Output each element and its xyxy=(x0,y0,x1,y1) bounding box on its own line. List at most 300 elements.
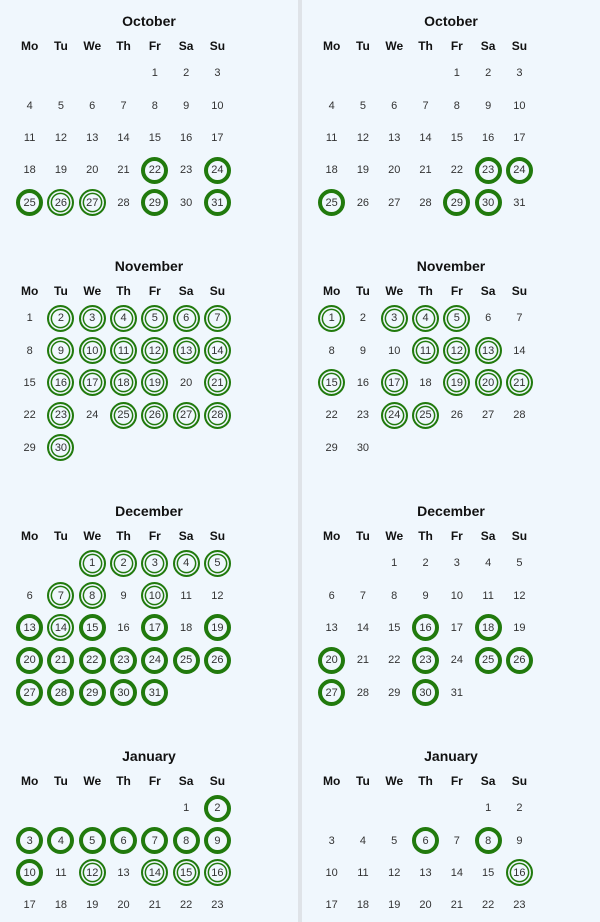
day-number-highlighted: 15 xyxy=(79,614,106,641)
day-cell[interactable] xyxy=(441,187,472,219)
day-cell[interactable] xyxy=(504,644,535,676)
day-cell[interactable] xyxy=(504,824,535,856)
day-cell[interactable] xyxy=(316,367,347,399)
day-cell[interactable] xyxy=(14,89,45,121)
day-cell[interactable] xyxy=(472,57,503,89)
day-cell[interactable] xyxy=(410,154,441,186)
day-cell[interactable] xyxy=(202,122,233,154)
day-cell[interactable] xyxy=(139,302,170,334)
day-cell[interactable] xyxy=(77,154,108,186)
day-cell[interactable] xyxy=(202,889,233,921)
day-cell[interactable] xyxy=(139,677,170,709)
day-number: 20 xyxy=(419,899,432,912)
day-cell[interactable] xyxy=(472,187,503,219)
day-cell[interactable] xyxy=(170,644,201,676)
day-cell[interactable] xyxy=(14,612,45,644)
day-cell[interactable] xyxy=(45,432,76,464)
day-cell[interactable] xyxy=(441,399,472,431)
day-number: 1 xyxy=(183,802,190,815)
day-number: 23 xyxy=(356,409,370,422)
day-cell[interactable] xyxy=(316,612,347,644)
day-cell[interactable] xyxy=(202,644,233,676)
day-number: 31 xyxy=(513,196,526,209)
day-cell[interactable] xyxy=(202,334,233,366)
day-cell[interactable] xyxy=(441,154,472,186)
day-cell[interactable] xyxy=(410,302,441,334)
day-number: 14 xyxy=(117,131,130,144)
day-cell[interactable] xyxy=(45,399,76,431)
day-number: 23 xyxy=(211,899,224,912)
day-cell[interactable] xyxy=(441,57,472,89)
day-cell[interactable] xyxy=(472,547,503,579)
day-cell[interactable] xyxy=(379,89,410,121)
day-number: 22 xyxy=(180,899,193,912)
day-cell[interactable] xyxy=(170,889,201,921)
day-cell[interactable] xyxy=(316,302,347,334)
day-cell[interactable] xyxy=(139,889,170,921)
weekday-label: Th xyxy=(116,284,131,298)
day-cell[interactable] xyxy=(14,154,45,186)
day-cell[interactable] xyxy=(504,547,535,579)
day-number-ringed: 4 xyxy=(412,305,439,332)
day-cell[interactable] xyxy=(108,399,139,431)
day-cell[interactable] xyxy=(108,644,139,676)
day-cell[interactable] xyxy=(170,334,201,366)
day-cell[interactable] xyxy=(441,367,472,399)
weekday-label: Mo xyxy=(20,39,39,53)
day-cell[interactable] xyxy=(77,367,108,399)
day-cell[interactable] xyxy=(347,824,378,856)
day-number: 5 xyxy=(391,834,398,847)
day-number: 16 xyxy=(356,376,370,389)
day-cell[interactable] xyxy=(347,889,378,921)
day-cell[interactable] xyxy=(472,399,503,431)
day-cell[interactable] xyxy=(504,792,535,824)
day-cell[interactable] xyxy=(77,644,108,676)
day-cell[interactable] xyxy=(45,612,76,644)
day-cell[interactable] xyxy=(347,187,378,219)
weekday-label: Sa xyxy=(480,774,496,788)
day-cell[interactable] xyxy=(379,889,410,921)
day-cell[interactable] xyxy=(77,302,108,334)
day-cell[interactable] xyxy=(202,792,233,824)
day-cell[interactable] xyxy=(14,677,45,709)
day-cell[interactable] xyxy=(14,302,45,334)
weekday-label: Mo xyxy=(20,774,39,788)
day-cell[interactable] xyxy=(504,89,535,121)
day-cell[interactable] xyxy=(316,857,347,889)
day-cell[interactable] xyxy=(347,122,378,154)
day-cell[interactable] xyxy=(347,399,378,431)
day-cell[interactable] xyxy=(139,122,170,154)
day-cell[interactable] xyxy=(347,857,378,889)
day-cell[interactable] xyxy=(202,579,233,611)
day-cell[interactable] xyxy=(316,187,347,219)
weekday-label: We xyxy=(385,529,404,543)
day-cell[interactable] xyxy=(77,889,108,921)
day-cell[interactable] xyxy=(170,547,201,579)
day-cell[interactable] xyxy=(202,399,233,431)
day-cell[interactable] xyxy=(379,824,410,856)
day-cell[interactable] xyxy=(45,857,76,889)
day-cell[interactable] xyxy=(472,644,503,676)
day-cell[interactable] xyxy=(472,857,503,889)
day-cell[interactable] xyxy=(45,824,76,856)
day-cell[interactable] xyxy=(379,367,410,399)
day-cell[interactable] xyxy=(347,367,378,399)
day-cell[interactable] xyxy=(316,399,347,431)
day-cell[interactable] xyxy=(504,187,535,219)
day-cell[interactable] xyxy=(14,122,45,154)
day-cell[interactable] xyxy=(504,334,535,366)
day-cell[interactable] xyxy=(379,677,410,709)
day-cell[interactable] xyxy=(379,122,410,154)
day-number-highlighted: 22 xyxy=(141,157,168,184)
day-cell[interactable] xyxy=(77,612,108,644)
day-cell[interactable] xyxy=(170,367,201,399)
day-cell[interactable] xyxy=(347,612,378,644)
day-cell[interactable] xyxy=(379,334,410,366)
day-cell[interactable] xyxy=(108,889,139,921)
day-cell[interactable] xyxy=(170,187,201,219)
day-cell[interactable] xyxy=(170,792,201,824)
day-cell[interactable] xyxy=(108,612,139,644)
day-cell[interactable] xyxy=(347,644,378,676)
day-cell[interactable] xyxy=(170,824,201,856)
day-cell[interactable] xyxy=(77,334,108,366)
day-cell[interactable] xyxy=(504,122,535,154)
day-number: 20 xyxy=(117,899,130,912)
day-cell[interactable] xyxy=(45,154,76,186)
day-number-ringed: 5 xyxy=(204,550,231,577)
day-cell[interactable] xyxy=(410,579,441,611)
day-cell[interactable] xyxy=(316,334,347,366)
day-cell[interactable] xyxy=(316,89,347,121)
day-cell[interactable] xyxy=(14,187,45,219)
day-number-highlighted: 25 xyxy=(318,189,345,216)
day-cell[interactable] xyxy=(410,367,441,399)
empty-cell xyxy=(14,57,45,89)
day-cell[interactable] xyxy=(472,792,503,824)
day-number-ringed: 24 xyxy=(381,402,408,429)
day-cell[interactable] xyxy=(410,187,441,219)
day-cell[interactable] xyxy=(347,89,378,121)
day-number: 21 xyxy=(356,654,370,667)
day-number-highlighted: 30 xyxy=(475,189,502,216)
day-cell[interactable] xyxy=(472,302,503,334)
day-number: 8 xyxy=(26,344,33,357)
day-cell[interactable] xyxy=(77,579,108,611)
day-cell[interactable] xyxy=(441,677,472,709)
day-cell[interactable] xyxy=(139,154,170,186)
day-number-ringed: 25 xyxy=(412,402,439,429)
day-cell[interactable] xyxy=(45,677,76,709)
day-cell[interactable] xyxy=(441,122,472,154)
day-cell[interactable] xyxy=(379,187,410,219)
day-cell[interactable] xyxy=(14,644,45,676)
day-cell[interactable] xyxy=(77,187,108,219)
day-cell[interactable] xyxy=(14,579,45,611)
day-grid xyxy=(14,792,294,922)
day-cell[interactable] xyxy=(410,857,441,889)
day-cell[interactable] xyxy=(441,824,472,856)
day-cell[interactable] xyxy=(316,579,347,611)
day-cell[interactable] xyxy=(170,302,201,334)
day-cell[interactable] xyxy=(170,857,201,889)
day-cell[interactable] xyxy=(441,334,472,366)
day-cell[interactable] xyxy=(504,367,535,399)
weekday-label: Th xyxy=(418,774,433,788)
day-cell[interactable] xyxy=(410,677,441,709)
day-cell[interactable] xyxy=(202,857,233,889)
day-cell[interactable] xyxy=(472,824,503,856)
day-cell[interactable] xyxy=(347,579,378,611)
day-number: 10 xyxy=(325,866,338,879)
empty-cell xyxy=(316,57,347,89)
day-number: 20 xyxy=(86,164,99,177)
day-cell[interactable] xyxy=(316,154,347,186)
day-cell[interactable] xyxy=(77,824,108,856)
day-cell[interactable] xyxy=(108,579,139,611)
day-cell[interactable] xyxy=(410,122,441,154)
day-number: 2 xyxy=(359,312,366,325)
day-number: 26 xyxy=(356,196,370,209)
day-cell[interactable] xyxy=(108,334,139,366)
day-cell[interactable] xyxy=(504,399,535,431)
day-cell[interactable] xyxy=(347,154,378,186)
day-cell[interactable] xyxy=(347,302,378,334)
day-cell[interactable] xyxy=(45,367,76,399)
day-cell[interactable] xyxy=(410,89,441,121)
day-number-highlighted: 2 xyxy=(204,795,231,822)
day-number: 22 xyxy=(482,899,495,912)
day-cell[interactable] xyxy=(379,612,410,644)
day-cell[interactable] xyxy=(504,857,535,889)
day-number: 16 xyxy=(180,131,193,144)
day-cell[interactable] xyxy=(316,889,347,921)
day-cell[interactable] xyxy=(170,122,201,154)
day-cell[interactable] xyxy=(45,302,76,334)
day-cell[interactable] xyxy=(410,547,441,579)
day-cell[interactable] xyxy=(170,57,201,89)
day-cell[interactable] xyxy=(441,579,472,611)
day-cell[interactable] xyxy=(316,644,347,676)
weekday-label: Sa xyxy=(480,529,496,543)
day-number-highlighted: 24 xyxy=(506,157,533,184)
day-cell[interactable] xyxy=(139,644,170,676)
weekday-header xyxy=(14,773,294,789)
day-cell[interactable] xyxy=(108,154,139,186)
day-number: 7 xyxy=(359,589,366,602)
day-cell[interactable] xyxy=(472,89,503,121)
day-number: 7 xyxy=(422,99,429,112)
day-cell[interactable] xyxy=(379,302,410,334)
day-cell[interactable] xyxy=(202,367,233,399)
day-number: 18 xyxy=(356,899,370,912)
day-number-ringed: 15 xyxy=(173,859,200,886)
day-cell[interactable] xyxy=(441,89,472,121)
day-cell[interactable] xyxy=(441,612,472,644)
day-cell[interactable] xyxy=(108,122,139,154)
day-cell[interactable] xyxy=(504,579,535,611)
day-cell[interactable] xyxy=(410,824,441,856)
day-number: 16 xyxy=(117,621,130,634)
day-cell[interactable] xyxy=(45,579,76,611)
day-number-highlighted: 24 xyxy=(141,647,168,674)
day-number-highlighted: 31 xyxy=(204,189,231,216)
day-cell[interactable] xyxy=(202,824,233,856)
day-cell[interactable] xyxy=(202,89,233,121)
day-cell[interactable] xyxy=(108,857,139,889)
day-cell[interactable] xyxy=(504,889,535,921)
day-cell[interactable] xyxy=(202,187,233,219)
day-cell[interactable] xyxy=(472,367,503,399)
day-cell[interactable] xyxy=(170,579,201,611)
day-cell[interactable] xyxy=(14,367,45,399)
day-cell[interactable] xyxy=(202,302,233,334)
weekday-label: Mo xyxy=(322,774,341,788)
day-cell[interactable] xyxy=(472,579,503,611)
day-number: 13 xyxy=(388,131,401,144)
weekday-header xyxy=(14,38,294,54)
day-cell[interactable] xyxy=(139,187,170,219)
day-number: 29 xyxy=(23,441,36,454)
day-cell[interactable] xyxy=(139,857,170,889)
day-cell[interactable] xyxy=(45,644,76,676)
day-cell[interactable] xyxy=(379,644,410,676)
empty-cell xyxy=(410,792,441,824)
day-cell[interactable] xyxy=(504,612,535,644)
day-cell[interactable] xyxy=(108,824,139,856)
day-cell[interactable] xyxy=(45,89,76,121)
day-number-ringed: 9 xyxy=(47,337,74,364)
day-cell[interactable] xyxy=(410,334,441,366)
day-number: 4 xyxy=(328,99,335,112)
day-number-highlighted: 21 xyxy=(47,647,74,674)
day-cell[interactable] xyxy=(14,889,45,921)
day-cell[interactable] xyxy=(316,677,347,709)
empty-cell xyxy=(108,57,139,89)
day-cell[interactable] xyxy=(347,677,378,709)
day-cell[interactable] xyxy=(379,154,410,186)
day-cell[interactable] xyxy=(45,187,76,219)
day-cell[interactable] xyxy=(410,644,441,676)
weekday-label: Mo xyxy=(20,529,39,543)
day-cell[interactable] xyxy=(108,302,139,334)
day-cell[interactable] xyxy=(379,579,410,611)
day-cell[interactable] xyxy=(441,857,472,889)
day-cell[interactable] xyxy=(139,57,170,89)
day-cell[interactable] xyxy=(410,612,441,644)
day-number: 27 xyxy=(482,409,495,422)
day-cell[interactable] xyxy=(77,677,108,709)
day-cell[interactable] xyxy=(14,824,45,856)
day-cell[interactable] xyxy=(108,677,139,709)
day-cell[interactable] xyxy=(77,547,108,579)
day-cell[interactable] xyxy=(77,89,108,121)
day-cell[interactable] xyxy=(472,122,503,154)
day-number: 11 xyxy=(55,866,67,879)
day-cell[interactable] xyxy=(139,579,170,611)
day-number-ringed: 23 xyxy=(47,402,74,429)
day-cell[interactable] xyxy=(139,399,170,431)
day-cell[interactable] xyxy=(202,547,233,579)
day-number: 19 xyxy=(54,164,68,177)
day-cell[interactable] xyxy=(77,399,108,431)
day-cell[interactable] xyxy=(139,612,170,644)
day-cell[interactable] xyxy=(108,89,139,121)
day-cell[interactable] xyxy=(170,154,201,186)
day-cell[interactable] xyxy=(379,547,410,579)
day-cell[interactable] xyxy=(170,399,201,431)
day-cell[interactable] xyxy=(14,432,45,464)
day-cell[interactable] xyxy=(504,302,535,334)
day-cell[interactable] xyxy=(139,334,170,366)
day-cell[interactable] xyxy=(379,857,410,889)
day-cell[interactable] xyxy=(202,154,233,186)
day-cell[interactable] xyxy=(504,154,535,186)
day-cell[interactable] xyxy=(202,612,233,644)
day-cell[interactable] xyxy=(108,367,139,399)
day-cell[interactable] xyxy=(472,334,503,366)
day-number-ringed: 17 xyxy=(79,369,106,396)
day-cell[interactable] xyxy=(504,57,535,89)
weekday-label: Th xyxy=(418,39,433,53)
day-cell[interactable] xyxy=(316,432,347,464)
day-cell[interactable] xyxy=(77,857,108,889)
day-cell[interactable] xyxy=(316,824,347,856)
day-number: 24 xyxy=(450,654,463,667)
day-cell[interactable] xyxy=(202,57,233,89)
day-cell[interactable] xyxy=(441,889,472,921)
day-cell[interactable] xyxy=(14,399,45,431)
day-number: 1 xyxy=(26,312,33,325)
day-cell[interactable] xyxy=(139,367,170,399)
day-cell[interactable] xyxy=(45,334,76,366)
day-cell[interactable] xyxy=(14,334,45,366)
day-cell[interactable] xyxy=(472,612,503,644)
day-cell[interactable] xyxy=(347,334,378,366)
empty-cell xyxy=(14,547,45,579)
day-number-ringed: 8 xyxy=(79,582,106,609)
day-cell[interactable] xyxy=(77,122,108,154)
day-cell[interactable] xyxy=(410,889,441,921)
day-cell[interactable] xyxy=(170,612,201,644)
day-cell[interactable] xyxy=(108,547,139,579)
day-cell[interactable] xyxy=(139,824,170,856)
day-cell[interactable] xyxy=(45,889,76,921)
day-cell[interactable] xyxy=(108,187,139,219)
day-cell[interactable] xyxy=(441,644,472,676)
day-cell[interactable] xyxy=(45,122,76,154)
day-cell[interactable] xyxy=(347,432,378,464)
day-number-ringed: 5 xyxy=(443,305,470,332)
day-cell[interactable] xyxy=(170,89,201,121)
day-number: 12 xyxy=(388,866,401,879)
day-cell[interactable] xyxy=(139,89,170,121)
day-cell[interactable] xyxy=(139,547,170,579)
day-cell[interactable] xyxy=(441,302,472,334)
day-cell[interactable] xyxy=(410,399,441,431)
weekday-label: We xyxy=(385,39,404,53)
day-cell[interactable] xyxy=(441,547,472,579)
day-cell[interactable] xyxy=(379,399,410,431)
day-cell[interactable] xyxy=(316,122,347,154)
weekday-label: Tu xyxy=(356,39,370,53)
day-cell[interactable] xyxy=(472,154,503,186)
day-cell[interactable] xyxy=(472,889,503,921)
day-cell[interactable] xyxy=(14,857,45,889)
